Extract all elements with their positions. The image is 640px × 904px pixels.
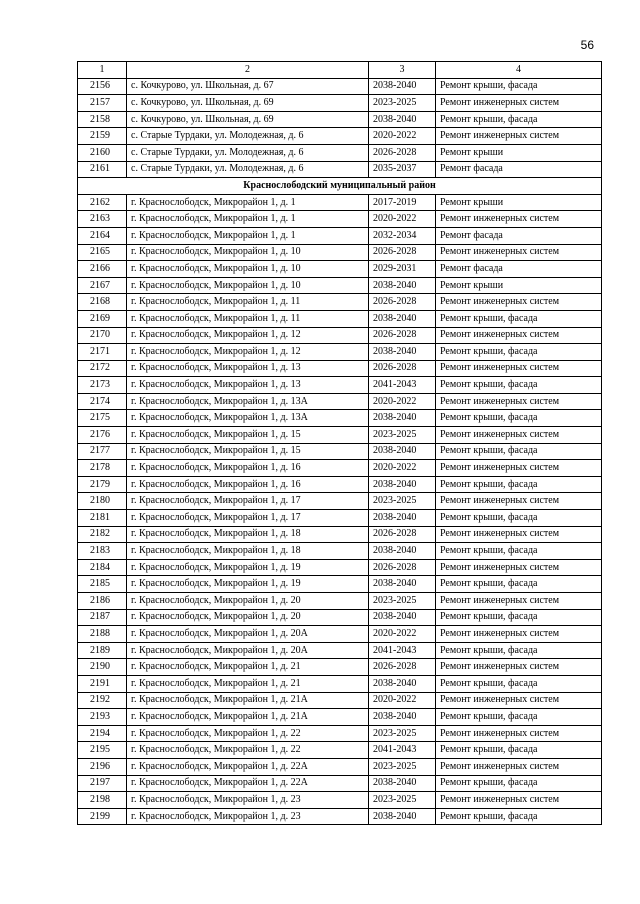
table-row [78,609,602,626]
address-cell: г. Краснослободск, Микрорайон 1, д. 19 [127,559,369,576]
address-cell: г. Краснослободск, Микрорайон 1, д. 13 [127,360,369,377]
address-cell: г. Краснослободск, Микрорайон 1, д. 22 [127,725,369,742]
period-cell: 2038-2040 [369,78,436,95]
period-cell: 2023-2025 [369,95,436,112]
table-row [78,443,602,460]
table-row [78,427,602,444]
address-cell: г. Краснослободск, Микрорайон 1, д. 21 [127,675,369,692]
table-row [78,808,602,825]
work-type-cell: Ремонт крыши [436,277,602,294]
row-number-cell: 2161 [78,161,127,178]
row-number-cell: 2158 [78,111,127,128]
period-cell: 2038-2040 [369,543,436,560]
table-row [78,725,602,742]
address-cell: г. Краснослободск, Микрорайон 1, д. 17 [127,510,369,527]
table-row [78,626,602,643]
row-number-cell: 2196 [78,758,127,775]
work-type-cell: Ремонт инженерных систем [436,593,602,610]
work-type-cell: Ремонт инженерных систем [436,427,602,444]
table-row [78,95,602,112]
period-cell: 2023-2025 [369,593,436,610]
table-row [78,144,602,161]
header-cell: 3 [369,62,436,79]
row-number-cell: 2182 [78,526,127,543]
period-cell: 2020-2022 [369,460,436,477]
address-cell: г. Краснослободск, Микрорайон 1, д. 20А [127,626,369,643]
table-row [78,742,602,759]
work-type-cell: Ремонт инженерных систем [436,725,602,742]
address-cell: г. Краснослободск, Микрорайон 1, д. 18 [127,526,369,543]
table-row [78,642,602,659]
work-type-cell: Ремонт инженерных систем [436,559,602,576]
table-row [78,194,602,211]
period-cell: 2026-2028 [369,526,436,543]
work-type-cell: Ремонт фасада [436,227,602,244]
work-type-cell: Ремонт крыши, фасада [436,111,602,128]
period-cell: 2020-2022 [369,128,436,145]
address-cell: г. Краснослободск, Микрорайон 1, д. 10 [127,261,369,278]
address-cell: г. Краснослободск, Микрорайон 1, д. 17 [127,493,369,510]
period-cell: 2038-2040 [369,111,436,128]
table-row [78,244,602,261]
address-cell: г. Краснослободск, Микрорайон 1, д. 22А [127,775,369,792]
period-cell: 2023-2025 [369,758,436,775]
table-row [78,476,602,493]
row-number-cell: 2167 [78,277,127,294]
work-type-cell: Ремонт крыши, фасада [436,510,602,527]
work-type-cell: Ремонт инженерных систем [436,659,602,676]
address-cell: с. Кочкурово, ул. Школьная, д. 67 [127,78,369,95]
row-number-cell: 2166 [78,261,127,278]
row-number-cell: 2156 [78,78,127,95]
row-number-cell: 2157 [78,95,127,112]
work-type-cell: Ремонт крыши, фасада [436,443,602,460]
address-cell: г. Краснослободск, Микрорайон 1, д. 11 [127,310,369,327]
work-type-cell: Ремонт крыши, фасада [436,543,602,560]
address-cell: г. Краснослободск, Микрорайон 1, д. 18 [127,543,369,560]
address-cell: г. Краснослободск, Микрорайон 1, д. 1 [127,194,369,211]
table-row [78,393,602,410]
work-type-cell: Ремонт крыши, фасада [436,78,602,95]
row-number-cell: 2191 [78,675,127,692]
work-type-cell: Ремонт крыши, фасада [436,642,602,659]
table-header-row [78,62,602,79]
row-number-cell: 2188 [78,626,127,643]
address-cell: г. Краснослободск, Микрорайон 1, д. 16 [127,476,369,493]
address-cell: г. Краснослободск, Микрорайон 1, д. 21 [127,659,369,676]
row-number-cell: 2197 [78,775,127,792]
row-number-cell: 2171 [78,344,127,361]
period-cell: 2035-2037 [369,161,436,178]
period-cell: 2023-2025 [369,725,436,742]
table-row [78,128,602,145]
table-row [78,161,602,178]
period-cell: 2026-2028 [369,360,436,377]
row-number-cell: 2176 [78,427,127,444]
address-cell: г. Краснослободск, Микрорайон 1, д. 12 [127,344,369,361]
header-cell: 4 [436,62,602,79]
period-cell: 2032-2034 [369,227,436,244]
address-cell: г. Краснослободск, Микрорайон 1, д. 13 [127,377,369,394]
page-number: 56 [580,38,594,52]
address-cell: г. Краснослободск, Микрорайон 1, д. 20А [127,642,369,659]
table-row [78,78,602,95]
period-cell: 2026-2028 [369,244,436,261]
table-row [78,659,602,676]
work-type-cell: Ремонт крыши, фасада [436,476,602,493]
work-type-cell: Ремонт инженерных систем [436,692,602,709]
row-number-cell: 2165 [78,244,127,261]
work-type-cell: Ремонт инженерных систем [436,327,602,344]
table-row [78,360,602,377]
row-number-cell: 2199 [78,808,127,825]
work-type-cell: Ремонт инженерных систем [436,792,602,809]
table-row [78,294,602,311]
work-type-cell: Ремонт крыши, фасада [436,310,602,327]
address-cell: г. Краснослободск, Микрорайон 1, д. 11 [127,294,369,311]
row-number-cell: 2178 [78,460,127,477]
period-cell: 2020-2022 [369,211,436,228]
period-cell: 2026-2028 [369,294,436,311]
address-cell: г. Краснослободск, Микрорайон 1, д. 23 [127,792,369,809]
table-row [78,543,602,560]
period-cell: 2038-2040 [369,808,436,825]
work-type-cell: Ремонт инженерных систем [436,493,602,510]
row-number-cell: 2177 [78,443,127,460]
period-cell: 2038-2040 [369,775,436,792]
address-cell: с. Кочкурово, ул. Школьная, д. 69 [127,95,369,112]
address-cell: г. Краснослободск, Микрорайон 1, д. 15 [127,427,369,444]
work-type-cell: Ремонт крыши, фасада [436,709,602,726]
row-number-cell: 2192 [78,692,127,709]
period-cell: 2041-2043 [369,642,436,659]
row-number-cell: 2187 [78,609,127,626]
table-row [78,775,602,792]
work-type-cell: Ремонт крыши, фасада [436,808,602,825]
work-type-cell: Ремонт крыши, фасада [436,344,602,361]
address-cell: с. Кочкурово, ул. Школьная, д. 69 [127,111,369,128]
row-number-cell: 2162 [78,194,127,211]
section-header-row [78,178,602,195]
row-number-cell: 2173 [78,377,127,394]
row-number-cell: 2160 [78,144,127,161]
address-cell: г. Краснослободск, Микрорайон 1, д. 23 [127,808,369,825]
period-cell: 2038-2040 [369,277,436,294]
work-type-cell: Ремонт крыши, фасада [436,742,602,759]
table-row [78,277,602,294]
row-number-cell: 2194 [78,725,127,742]
period-cell: 2038-2040 [369,576,436,593]
address-cell: г. Краснослободск, Микрорайон 1, д. 10 [127,244,369,261]
row-number-cell: 2170 [78,327,127,344]
table-row [78,593,602,610]
work-type-cell: Ремонт инженерных систем [436,393,602,410]
table-row [78,227,602,244]
period-cell: 2038-2040 [369,675,436,692]
row-number-cell: 2195 [78,742,127,759]
row-number-cell: 2198 [78,792,127,809]
table-row [78,709,602,726]
table-row [78,327,602,344]
period-cell: 2038-2040 [369,709,436,726]
period-cell: 2017-2019 [369,194,436,211]
table-row [78,111,602,128]
address-cell: г. Краснослободск, Микрорайон 1, д. 20 [127,593,369,610]
row-number-cell: 2159 [78,128,127,145]
work-type-cell: Ремонт крыши, фасада [436,377,602,394]
table-row [78,460,602,477]
table-row [78,410,602,427]
work-type-cell: Ремонт фасада [436,261,602,278]
period-cell: 2041-2043 [369,742,436,759]
address-cell: г. Краснослободск, Микрорайон 1, д. 22А [127,758,369,775]
address-cell: г. Краснослободск, Микрорайон 1, д. 12 [127,327,369,344]
address-cell: г. Краснослободск, Микрорайон 1, д. 22 [127,742,369,759]
table-row [78,377,602,394]
period-cell: 2020-2022 [369,393,436,410]
address-cell: г. Краснослободск, Микрорайон 1, д. 19 [127,576,369,593]
work-type-cell: Ремонт крыши, фасада [436,675,602,692]
work-type-cell: Ремонт инженерных систем [436,758,602,775]
address-cell: г. Краснослободск, Микрорайон 1, д. 13А [127,410,369,427]
row-number-cell: 2164 [78,227,127,244]
table-row [78,344,602,361]
table-row [78,576,602,593]
row-number-cell: 2190 [78,659,127,676]
table-row [78,559,602,576]
address-cell: г. Краснослободск, Микрорайон 1, д. 15 [127,443,369,460]
row-number-cell: 2179 [78,476,127,493]
period-cell: 2026-2028 [369,144,436,161]
period-cell: 2041-2043 [369,377,436,394]
address-cell: г. Краснослободск, Микрорайон 1, д. 20 [127,609,369,626]
work-type-cell: Ремонт инженерных систем [436,460,602,477]
work-type-cell: Ремонт инженерных систем [436,360,602,377]
address-cell: с. Старые Турдаки, ул. Молодежная, д. 6 [127,144,369,161]
work-type-cell: Ремонт инженерных систем [436,128,602,145]
table-row [78,211,602,228]
table-row [78,675,602,692]
work-type-cell: Ремонт крыши, фасада [436,609,602,626]
table-row [78,692,602,709]
period-cell: 2026-2028 [369,327,436,344]
period-cell: 2038-2040 [369,310,436,327]
section-title: Краснослободский муниципальный район [78,178,602,195]
row-number-cell: 2168 [78,294,127,311]
table-row [78,758,602,775]
work-type-cell: Ремонт крыши [436,144,602,161]
row-number-cell: 2185 [78,576,127,593]
address-cell: г. Краснослободск, Микрорайон 1, д. 21А [127,692,369,709]
table-row [78,261,602,278]
row-number-cell: 2163 [78,211,127,228]
row-number-cell: 2189 [78,642,127,659]
period-cell: 2038-2040 [369,443,436,460]
address-cell: г. Краснослободск, Микрорайон 1, д. 10 [127,277,369,294]
work-type-cell: Ремонт инженерных систем [436,294,602,311]
work-type-cell: Ремонт инженерных систем [436,244,602,261]
header-cell: 1 [78,62,127,79]
row-number-cell: 2175 [78,410,127,427]
period-cell: 2026-2028 [369,659,436,676]
row-number-cell: 2169 [78,310,127,327]
work-type-cell: Ремонт крыши [436,194,602,211]
row-number-cell: 2183 [78,543,127,560]
row-number-cell: 2186 [78,593,127,610]
row-number-cell: 2193 [78,709,127,726]
period-cell: 2038-2040 [369,609,436,626]
row-number-cell: 2180 [78,493,127,510]
table-row [78,792,602,809]
header-cell: 2 [127,62,369,79]
period-cell: 2038-2040 [369,344,436,361]
table-row [78,310,602,327]
address-cell: с. Старые Турдаки, ул. Молодежная, д. 6 [127,128,369,145]
period-cell: 2038-2040 [369,410,436,427]
table-row [78,510,602,527]
address-cell: г. Краснослободск, Микрорайон 1, д. 16 [127,460,369,477]
period-cell: 2026-2028 [369,559,436,576]
table-row [78,526,602,543]
period-cell: 2023-2025 [369,493,436,510]
address-cell: г. Краснослободск, Микрорайон 1, д. 13А [127,393,369,410]
work-type-cell: Ремонт крыши, фасада [436,775,602,792]
row-number-cell: 2184 [78,559,127,576]
work-type-cell: Ремонт крыши, фасада [436,576,602,593]
repair-schedule-table [77,61,602,825]
work-type-cell: Ремонт крыши, фасада [436,410,602,427]
period-cell: 2038-2040 [369,476,436,493]
row-number-cell: 2181 [78,510,127,527]
work-type-cell: Ремонт инженерных систем [436,526,602,543]
address-cell: г. Краснослободск, Микрорайон 1, д. 1 [127,227,369,244]
address-cell: с. Старые Турдаки, ул. Молодежная, д. 6 [127,161,369,178]
address-cell: г. Краснослободск, Микрорайон 1, д. 1 [127,211,369,228]
table-row [78,493,602,510]
period-cell: 2020-2022 [369,692,436,709]
period-cell: 2023-2025 [369,792,436,809]
period-cell: 2029-2031 [369,261,436,278]
period-cell: 2020-2022 [369,626,436,643]
work-type-cell: Ремонт инженерных систем [436,626,602,643]
period-cell: 2038-2040 [369,510,436,527]
address-cell: г. Краснослободск, Микрорайон 1, д. 21А [127,709,369,726]
work-type-cell: Ремонт инженерных систем [436,211,602,228]
work-type-cell: Ремонт инженерных систем [436,95,602,112]
row-number-cell: 2174 [78,393,127,410]
period-cell: 2023-2025 [369,427,436,444]
work-type-cell: Ремонт фасада [436,161,602,178]
row-number-cell: 2172 [78,360,127,377]
